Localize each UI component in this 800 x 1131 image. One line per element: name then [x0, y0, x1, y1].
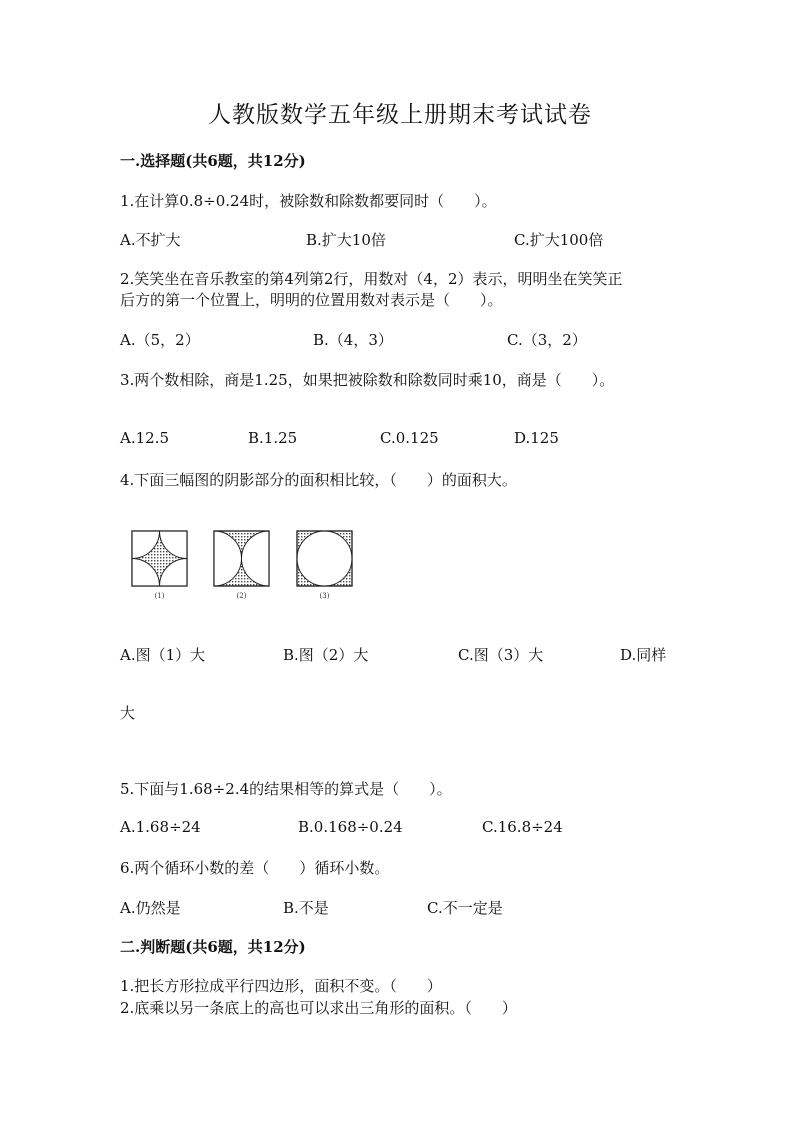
- q1-option-c: C.扩大100倍: [514, 231, 604, 249]
- question-1: 1.在计算0.8÷0.24时，被除数和除数都要同时（ ）。: [120, 192, 497, 210]
- question-5: 5.下面与1.68÷2.4的结果相等的算式是（ ）。: [120, 780, 452, 798]
- q6-option-a: A.仍然是: [120, 899, 181, 917]
- judgement-question-2: 2.底乘以另一条底上的高也可以求出三角形的面积。（ ）: [120, 999, 517, 1017]
- figure-1-label: (1): [154, 592, 165, 600]
- q5-option-c: C.16.8÷24: [482, 818, 563, 836]
- question-2-line-1: 2.笑笑坐在音乐教室的第4列第2行，用数对（4，2）表示，明明坐在笑笑正: [120, 270, 623, 288]
- q1-option-a: A.不扩大: [120, 231, 181, 249]
- section-1-heading: 一.选择题(共6题，共12分): [120, 152, 306, 170]
- question-2-line-2: 后方的第一个位置上，明明的位置用数对表示是（ ）。: [120, 291, 503, 309]
- q2-option-b: B.（4，3）: [313, 331, 393, 349]
- q1-option-b: B.扩大10倍: [306, 231, 386, 249]
- q6-option-b: B.不是: [283, 899, 329, 917]
- figure-1: [132, 531, 187, 586]
- q3-option-d: D.125: [514, 429, 559, 447]
- question-4: 4.下面三幅图的阴影部分的面积相比较，（ ）的面积大。: [120, 471, 517, 489]
- judgement-question-1: 1.把长方形拉成平行四边形，面积不变。（ ）: [120, 977, 442, 995]
- q5-option-a: A.1.68÷24: [120, 818, 201, 836]
- figure-3-label: (3): [319, 592, 330, 600]
- area-comparison-figures: [124, 524, 364, 604]
- q4-option-d: D.同样: [620, 646, 667, 664]
- question-6: 6.两个循环小数的差（ ）循环小数。: [120, 859, 390, 877]
- question-3: 3.两个数相除，商是1.25，如果把被除数和除数同时乘10，商是（ ）。: [120, 371, 615, 389]
- q4-option-d-wrap: 大: [120, 704, 136, 722]
- figure-2-label: (2): [236, 592, 247, 600]
- q5-option-b: B.0.168÷0.24: [298, 818, 403, 836]
- q2-option-a: A.（5，2）: [120, 331, 200, 349]
- q4-option-c: C.图（3）大: [458, 646, 544, 664]
- q4-option-a: A.图（1）大: [120, 646, 206, 664]
- section-2-heading: 二.判断题(共6题，共12分): [120, 938, 306, 956]
- q3-option-a: A.12.5: [120, 429, 169, 447]
- q2-option-c: C.（3，2）: [507, 331, 587, 349]
- q3-option-b: B.1.25: [248, 429, 298, 447]
- page-title: 人教版数学五年级上册期末考试试卷: [208, 102, 592, 128]
- q4-option-b: B.图（2）大: [283, 646, 369, 664]
- q6-option-c: C.不一定是: [427, 899, 503, 917]
- q3-option-c: C.0.125: [380, 429, 439, 447]
- figure-3: [297, 531, 352, 586]
- figure-2: [214, 531, 269, 586]
